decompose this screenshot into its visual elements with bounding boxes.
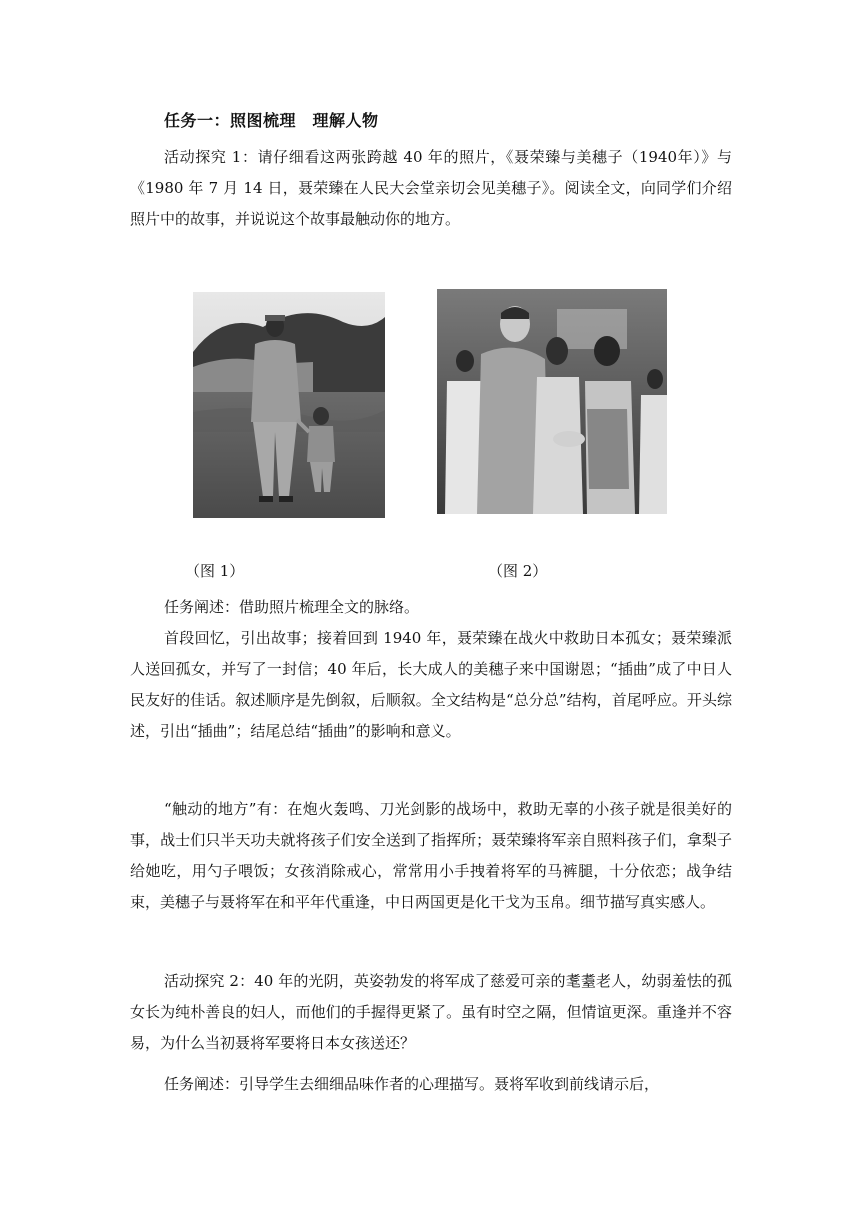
task-description-2: 任务阐述：引导学生去细细品味作者的心理描写。聂将军收到前线请示后，: [164, 1075, 660, 1093]
task-description-1: 任务阐述：借助照片梳理全文的脉络。: [164, 598, 420, 616]
activity-1-paragraph: 活动探究 1：请仔细看这两张跨越 40 年的照片，《聂荣臻与美穗子（1940年）》与《1980 年 7 月 14 日，聂荣臻在人民大会堂亲切会见美穗子》。阅读全文，向同学们介绍照片中的故事，并说说这个故事最触动你的地方。: [130, 148, 732, 228]
touching-paragraph: “触动的地方”有：在炮火轰鸣、刀光剑影的战场中，救助无辜的小孩子就是很美好的事，战士们只半天功夫就将孩子们安全送到了指挥所；聂荣臻将军亲自照料孩子们，拿梨子给她吃，用勺子喂饭；女孩消除戒心，常常用小手拽着将军的马裤腿，十分依恋；战争结束，美穗子与聂将军在和平年代重逢，中日两国更是化干戈为玉帛。细节描写真实感人。: [130, 800, 732, 911]
figure-1-caption: （图 1）: [185, 562, 245, 580]
summary-paragraph: 首段回忆，引出故事；接着回到 1940 年，聂荣臻在战火中救助日本孤女；聂荣臻派人送回孤女，并写了一封信；40 年后，长大成人的美穗子来中国谢恩；“插曲”成了中日人民友好的佳话。叙述顺序是先倒叙，后顺叙。全文结构是“总分总”结构，首尾呼应。开头综述，引出“插曲”；结尾总结“插曲”的影响和意义。: [130, 629, 732, 740]
photo-figure-1: [193, 292, 385, 518]
figure-2-caption: （图 2）: [488, 562, 548, 580]
activity-2-paragraph: 活动探究 2：40 年的光阴，英姿勃发的将军成了慈爱可亲的耄耋老人，幼弱羞怯的孤女长为纯朴善良的妇人，而他们的手握得更紧了。虽有时空之隔，但情谊更深。重逢并不容易，为什么当初聂将军要将日本女孩送还？: [130, 972, 732, 1052]
photo-figure-2: [437, 289, 667, 514]
section-heading: 任务一：照图梳理 理解人物: [164, 111, 379, 130]
